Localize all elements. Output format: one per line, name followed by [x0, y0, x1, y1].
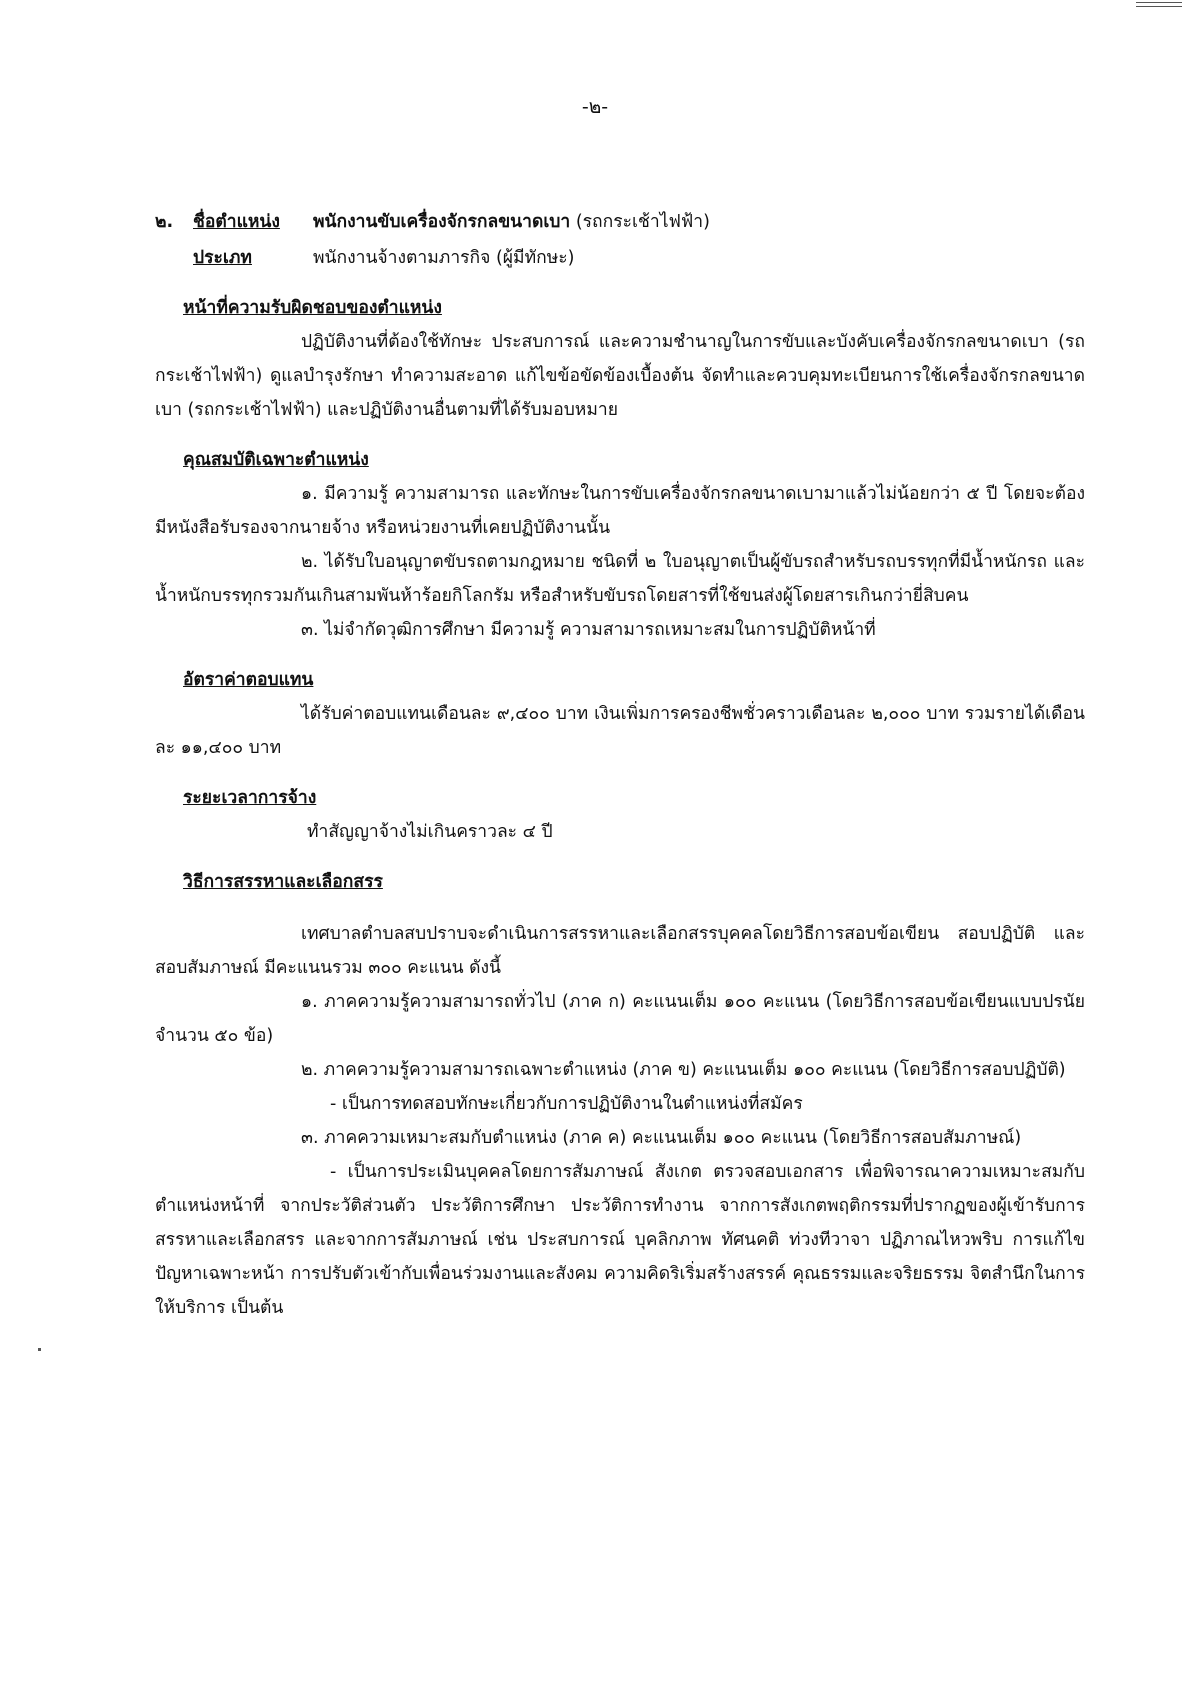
qualification-item: ๑. มีความรู้ ความสามารถ และทักษะในการขับเครื่องจักรกลขนาดเบามาแล้วไม่น้อยกว่า ๕ ปี โดยจะต้องมีหนังสือรับรองจากนายจ้าง หรือหน่วยงานที่เคยปฏิบัติงานนั้น [155, 484, 1085, 538]
selection-intro: เทศบาลตำบลสบปราบจะดำเนินการสรรหาและเลือกสรรบุคคลโดยวิธีการสอบข้อเขียน สอบปฏิบัติ และสอบสัมภาษณ์ มีคะแนนรวม ๓๐๐ คะแนน ดังนี้ [155, 924, 1085, 978]
position-title-value [313, 205, 1085, 239]
qualification-item: ๓. ไม่จำกัดวุฒิการศึกษา มีความรู้ ความสามารถเหมาะสมในการปฏิบัติหน้าที่ [301, 620, 876, 640]
duties-heading: หน้าที่ความรับผิดชอบของตำแหน่ง [183, 298, 442, 318]
position-number: ๒. [155, 212, 174, 232]
scan-dot [38, 1348, 41, 1351]
qualification-item: ๒. ได้รับใบอนุญาตขับรถตามกฎหมาย ชนิดที่ ๒ ใบอนุญาตเป็นผู้ขับรถสำหรับรถบรรทุกที่มีน้ำหนักรถ และน้ำหนักบรรทุกรวมกันเกินสามพันห้าร้อยกิโลกรัม หรือสำหรับขับรถโดยสารที่ใช้ขนส่งผู้โดยสารเกินกว่ายี่สิบคน [155, 552, 1085, 606]
position-type-value: พนักงานจ้างตามภารกิจ (ผู้มีทักษะ) [313, 248, 575, 268]
position-title-label: ชื่อตำแหน่ง [193, 212, 280, 232]
duties-text: ปฏิบัติงานที่ต้องใช้ทักษะ ประสบการณ์ และความชำนาญในการขับและบังคับเครื่องจักรกลขนาดเบา (รถกระเช้าไฟฟ้า) ดูแลบำรุงรักษา ทำความสะอาด แก้ไขข้อขัดข้องเบื้องต้น จัดทำและควบคุมทะเบียนการใช้เครื่องจักรกลขนาดเบา (รถกระเช้าไฟฟ้า) และปฏิบัติงานอื่นตามที่ได้รับมอบหมาย [155, 332, 1085, 420]
selection-subitem: - เป็นการทดสอบทักษะเกี่ยวกับการปฏิบัติงานในตำแหน่งที่สมัคร [330, 1094, 803, 1114]
page-number: -๒- [581, 96, 609, 118]
selection-item: ๒. ภาคความรู้ความสามารถเฉพาะตำแหน่ง (ภาค ข) คะแนนเต็ม ๑๐๐ คะแนน (โดยวิธีการสอบปฏิบัติ) [301, 1060, 1066, 1080]
scan-mark [1136, 2, 1182, 7]
document-body [155, 205, 1085, 1325]
employment-period-text: ทำสัญญาจ้างไม่เกินคราวละ ๔ ปี [307, 822, 553, 842]
employment-period-heading: ระยะเวลาการจ้าง [183, 788, 317, 808]
selection-subitem: - เป็นการประเมินบุคคลโดยการสัมภาษณ์ สังเกต ตรวจสอบเอกสาร เพื่อพิจารณาความเหมาะสมกับตำแหน่งหน้าที่ จากประวัติส่วนตัว ประวัติการศึกษา ประวัติการทำงาน จากการสังเกตพฤติกรรมที่ปรากฏของผู้เข้ารับการสรรหาและเลือกสรร และจากการสัมภาษณ์ เช่น ประสบการณ์ บุคลิกภาพ ทัศนคติ ท่วงทีวาจา ปฏิภาณไหวพริบ การแก้ไขปัญหาเฉพาะหน้า การปรับตัวเข้ากับเพื่อนร่วมงานและสังคม ความคิดริเริ่มสร้างสรรค์ คุณธรรมและจริยธรรม จิตสำนึกในการให้บริการ เป็นต้น [155, 1162, 1085, 1318]
position-type-row [155, 241, 1085, 275]
position-title-row [155, 205, 1085, 239]
compensation-text: ได้รับค่าตอบแทนเดือนละ ๙,๔๐๐ บาท เงินเพิ่มการครองชีพชั่วคราวเดือนละ ๒,๐๐๐ บาท รวมรายได้เดือนละ ๑๑,๔๐๐ บาท [155, 704, 1085, 758]
selection-heading: วิธีการสรรหาและเลือกสรร [183, 872, 383, 892]
selection-item: ๑. ภาคความรู้ความสามารถทั่วไป (ภาค ก) คะแนนเต็ม ๑๐๐ คะแนน (โดยวิธีการสอบข้อเขียนแบบปรนัย จำนวน ๕๐ ข้อ) [155, 992, 1085, 1046]
position-title-suffix: (รถกระเช้าไฟฟ้า) [575, 212, 710, 232]
qualifications-heading: คุณสมบัติเฉพาะตำแหน่ง [183, 450, 369, 470]
compensation-heading: อัตราค่าตอบแทน [183, 670, 314, 690]
position-type-label: ประเภท [193, 248, 252, 268]
selection-item: ๓. ภาคความเหมาะสมกับตำแหน่ง (ภาค ค) คะแนนเต็ม ๑๐๐ คะแนน (โดยวิธีการสอบสัมภาษณ์) [301, 1128, 1022, 1148]
position-title-name: พนักงานขับเครื่องจักรกลขนาดเบา [313, 212, 571, 232]
